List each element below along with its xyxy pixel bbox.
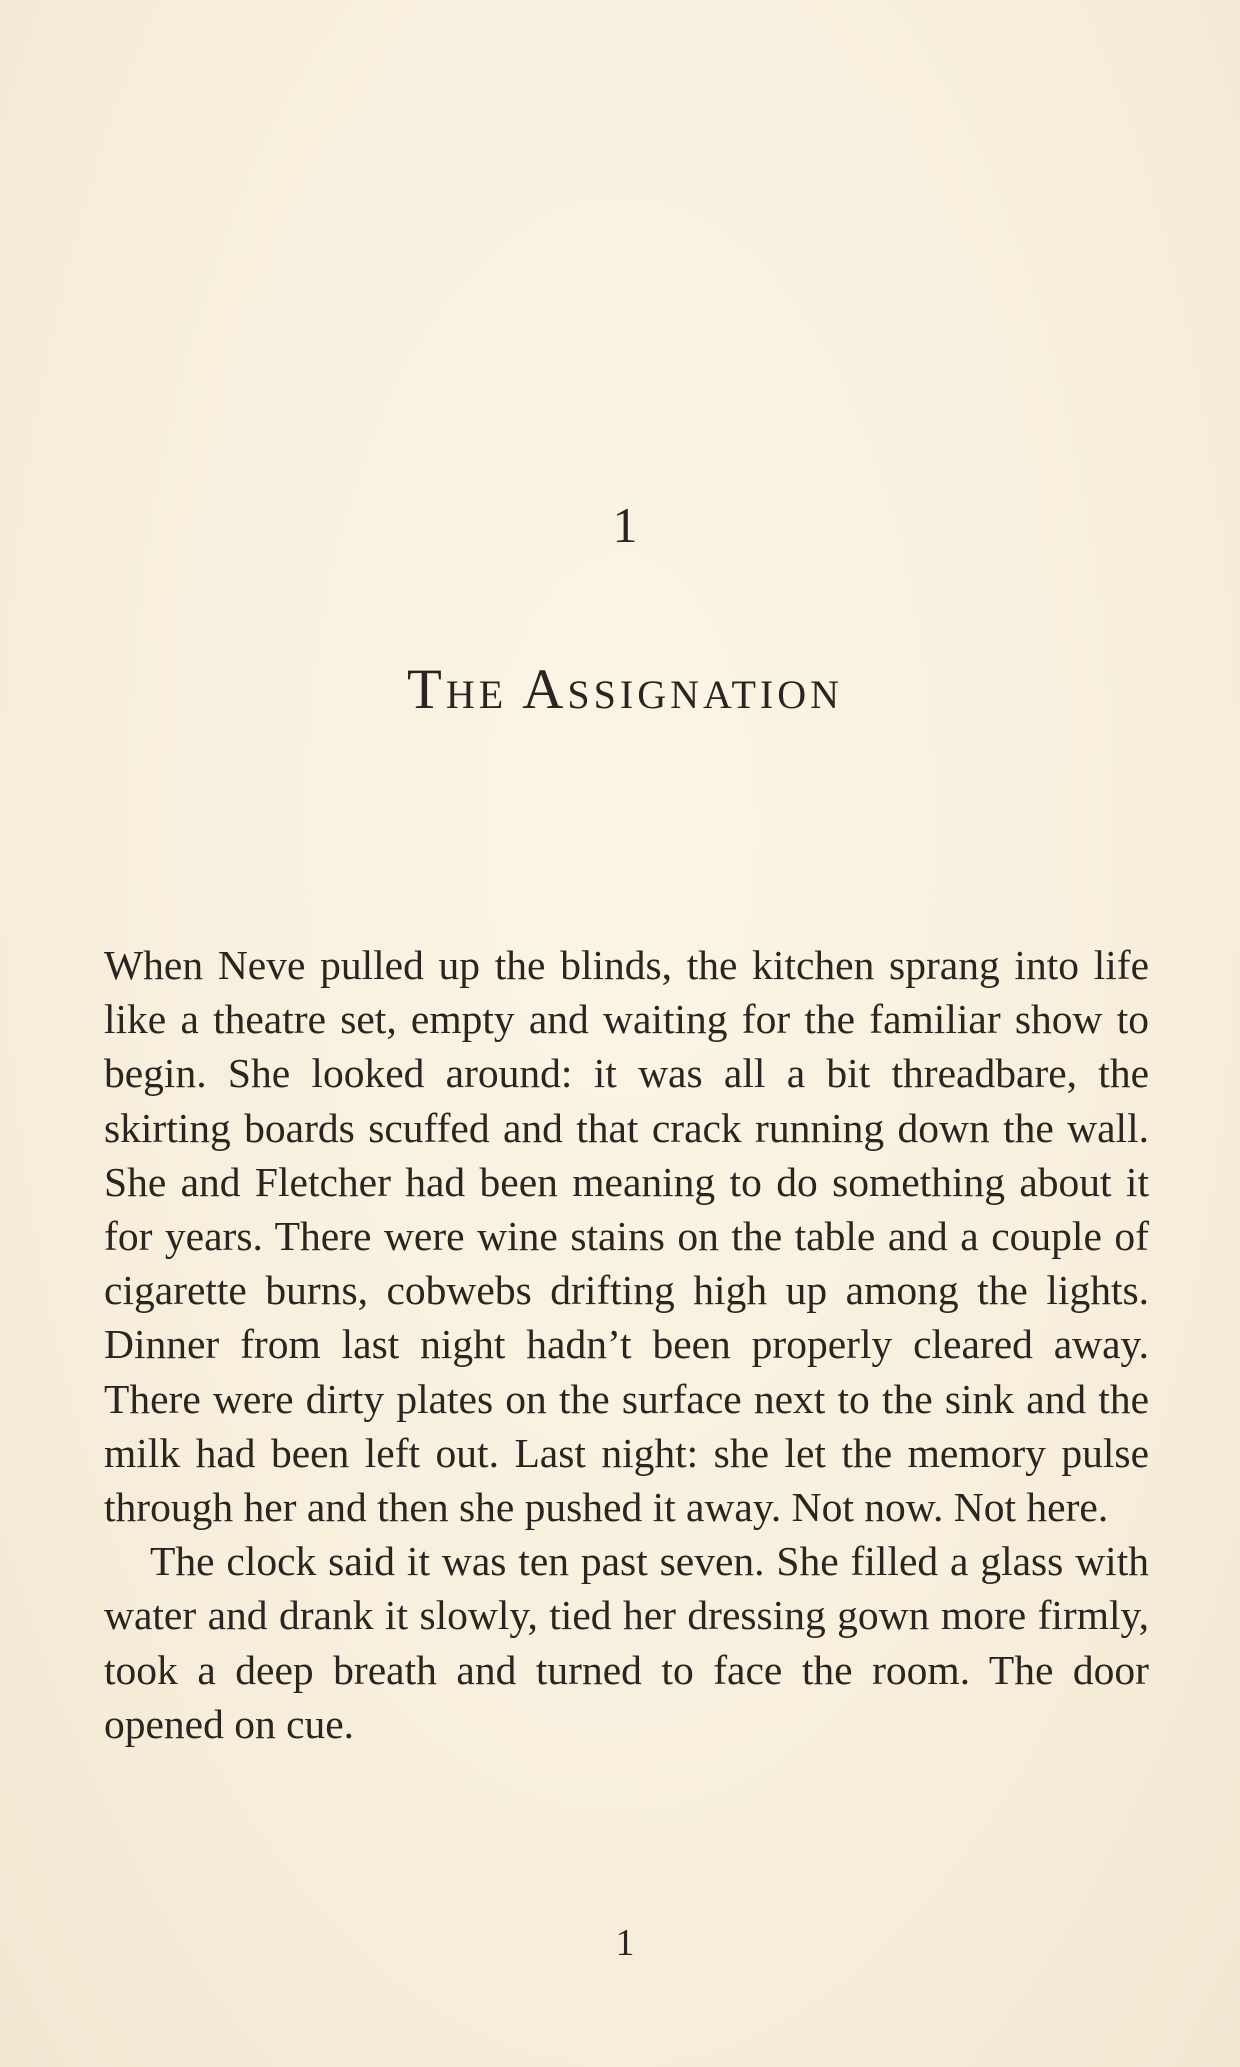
paragraph-2: The clock said it was ten past seven. She filled a glass with water and drank it slowly, tied her dressing gown more firmly, took a deep breath and turned to face the room. The door opened on cue.: [104, 1538, 1149, 1747]
paragraph-1: When Neve pulled up the blinds, the kitchen sprang into life like a theatre set, empty and waiting for the familiar show to begin. She looked around: it was all a bit threadbare, the skirting boards scuffed and that crack running down the wall. She and Fletcher had been meaning to do something about it for years. There were wine stains on the table and a couple of cigarette burns, cobwebs drifting high up among the lights. Dinner from last night hadn’t been properly cleared away. There were dirty plates on the surface next to the sink and the milk had been left out. Last night: she let the memory pulse through her and then she pushed it away. Not now. Not here.: [104, 942, 1149, 1531]
page-number: 1: [615, 1922, 635, 1964]
chapter-title: The Assignation: [407, 658, 843, 721]
chapter-number: 1: [612, 497, 638, 553]
chapter-body: [104, 938, 1149, 1751]
